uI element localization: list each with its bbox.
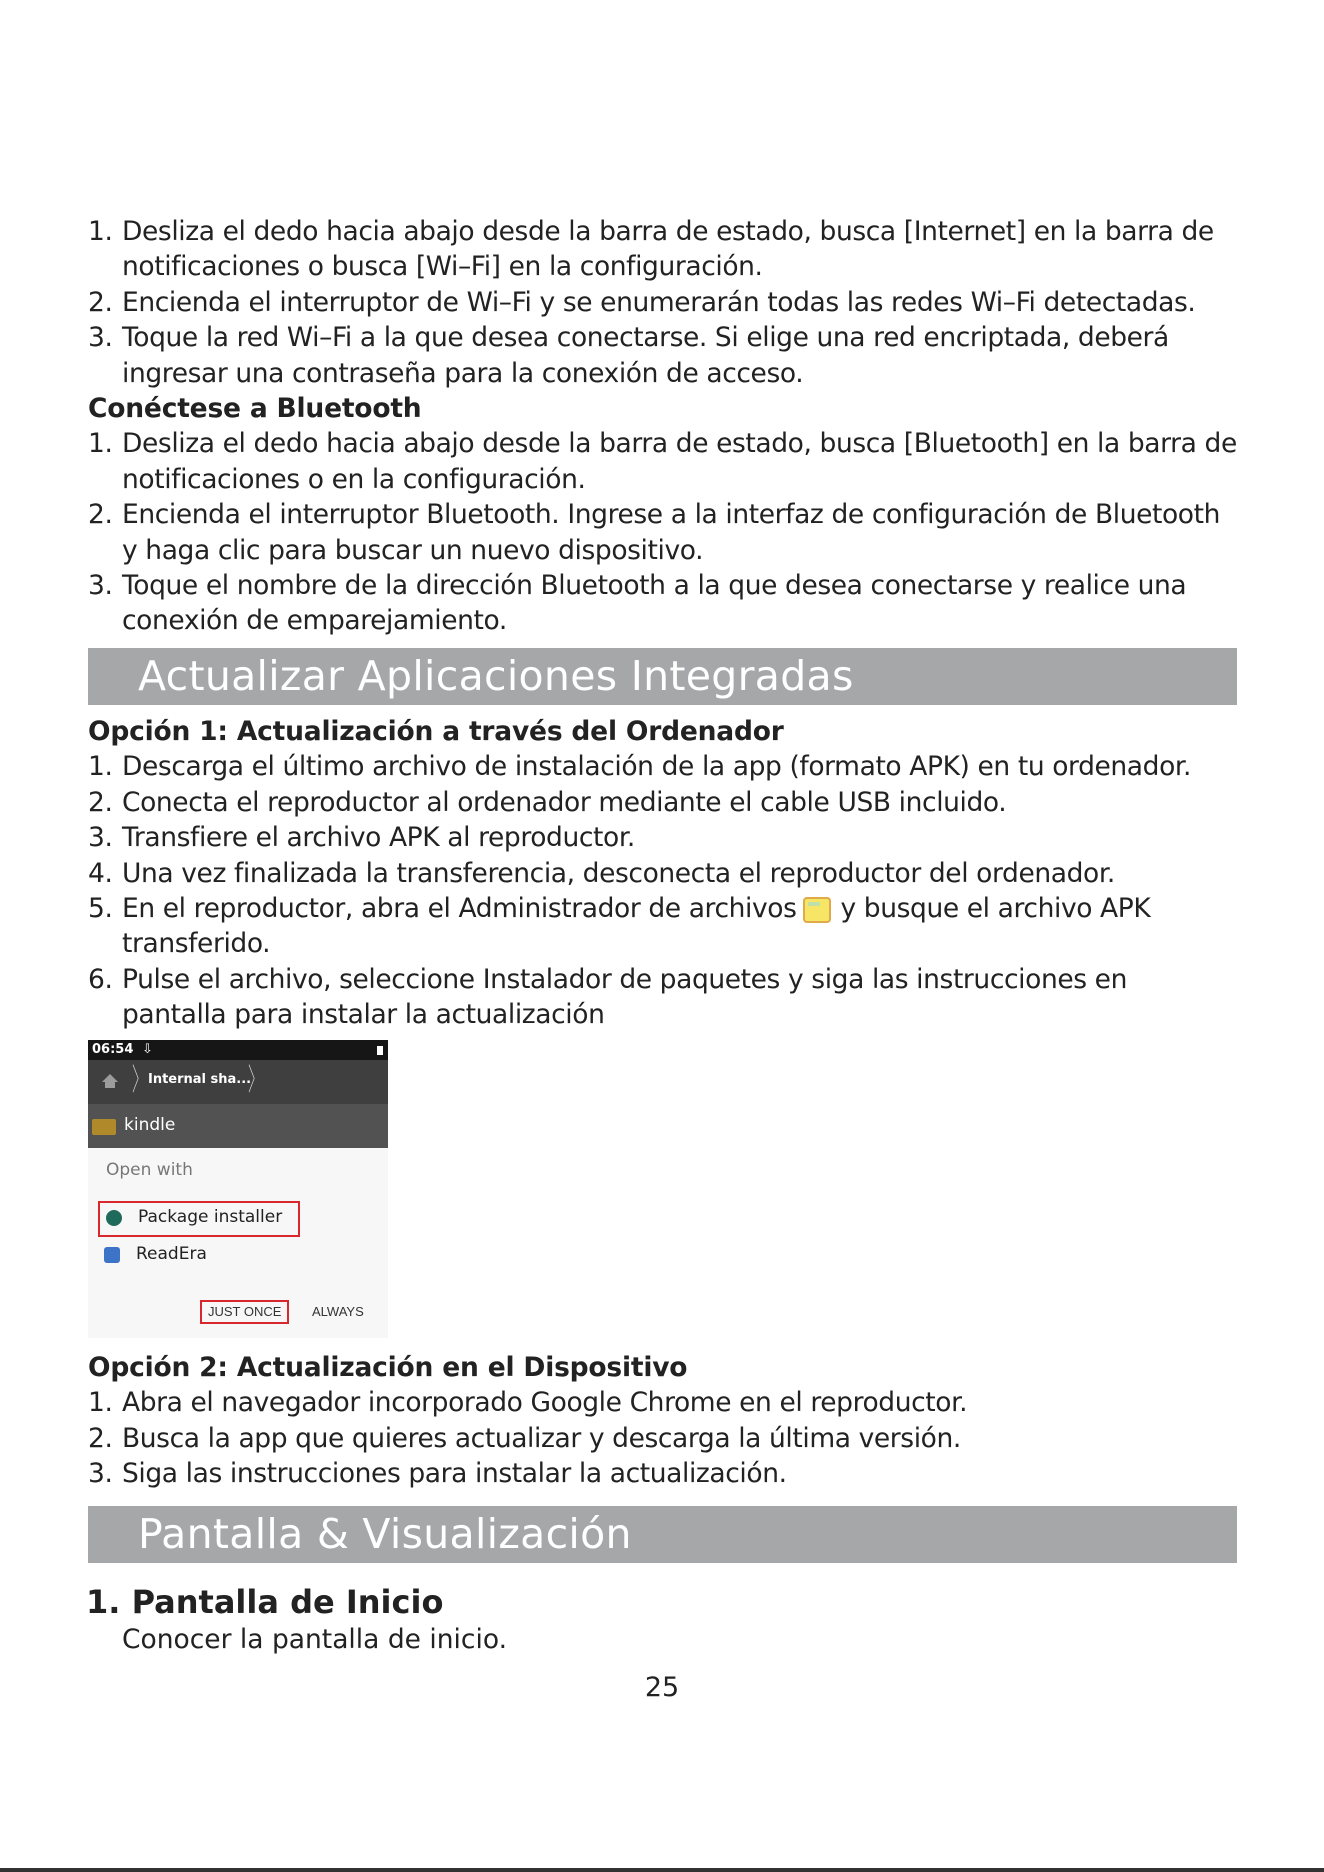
option1-steps <box>88 749 1238 1032</box>
readera-option: ReadEra <box>98 1240 296 1272</box>
option2-steps <box>88 1385 1238 1491</box>
list-item: 1. Descarga el último archivo de instalación de la app (formato APK) en tu ordenador. <box>88 751 1191 783</box>
list-item: 3. Toque la red Wi–Fi a la que desea conectarse. Si elige una red encriptada, deberá ingresar una contraseña para la conexión de acceso. <box>88 322 1169 389</box>
list-item: 2. Conecta el reproductor al ordenador mediante el cable USB incluido. <box>88 786 1007 818</box>
section-header-update <box>88 648 1237 705</box>
wifi-bluetooth-block <box>88 214 1238 639</box>
bluetooth-steps <box>88 426 1238 638</box>
status-bar <box>88 1040 388 1060</box>
file-manager-icon <box>803 897 831 923</box>
option1-heading: Opción 1: Actualización a través del Ordenador <box>88 716 784 747</box>
open-with-label: Open with <box>106 1160 193 1180</box>
chevron-right-icon: 〉 <box>132 1063 146 1098</box>
bluetooth-heading: Conéctese a Bluetooth <box>88 393 422 425</box>
home-icon <box>102 1074 118 1082</box>
battery-icon <box>377 1046 383 1055</box>
open-with-screenshot <box>88 1040 388 1338</box>
list-item: 2. Encienda el interruptor Bluetooth. Ingrese a la interfaz de configuración de Bluetooth y haga clic para buscar un nuevo dispositivo. <box>88 499 1220 566</box>
list-item: 3. Toque el nombre de la dirección Bluetooth a la que desea conectarse y realice una conexión de emparejamiento. <box>88 570 1187 637</box>
chevron-right-icon: 〉 <box>248 1063 262 1098</box>
list-item: 2. Busca la app que quieres actualizar y descarga la última versión. <box>88 1422 961 1454</box>
list-item: 3. Transfiere el archivo APK al reproductor. <box>88 822 635 854</box>
home-screen-text: Conocer la pantalla de inicio. <box>122 1624 507 1655</box>
list-item: 4. Una vez finalizada la transferencia, desconecta el reproductor del ordenador. <box>88 857 1115 889</box>
path-bar <box>88 1060 388 1104</box>
folder-icon <box>92 1119 116 1135</box>
bottom-rule <box>0 1868 1324 1872</box>
package-installer-icon <box>106 1210 122 1226</box>
list-item: 2. Encienda el interruptor de Wi–Fi y se enumerarán todas las redes Wi–Fi detectadas. <box>88 286 1196 318</box>
list-item: 5. En el reproductor, abra el Administrador de archivos y busque el archivo APK transferido. <box>88 893 1151 960</box>
download-icon: ⇩ <box>142 1042 153 1057</box>
folder-name: kindle <box>124 1115 176 1135</box>
wifi-steps <box>88 214 1238 391</box>
always-button: ALWAYS <box>312 1304 364 1319</box>
list-item: 1. Desliza el dedo hacia abajo desde la barra de estado, busca [Internet] en la barra de notificaciones o busca [Wi–Fi] en la configuración. <box>88 216 1214 283</box>
section-title: Actualizar Aplicaciones Integradas <box>138 652 854 700</box>
breadcrumb: Internal sha... <box>148 1072 252 1087</box>
option1-block <box>88 714 1238 1033</box>
readera-icon <box>104 1247 120 1263</box>
list-item: 1. Abra el navegador incorporado Google Chrome en el reproductor. <box>88 1387 968 1419</box>
option2-heading: Opción 2: Actualización en el Dispositivo <box>88 1352 688 1383</box>
just-once-button: JUST ONCE <box>200 1300 289 1324</box>
list-item: 1. Desliza el dedo hacia abajo desde la barra de estado, busca [Bluetooth] en la barra de notificaciones o en la configuración. <box>88 428 1237 495</box>
list-item: 6. Pulse el archivo, seleccione Instalador de paquetes y siga las instrucciones en pantalla para instalar la actualización <box>88 963 1127 1031</box>
section-title: Pantalla & Visualización <box>138 1510 632 1558</box>
folder-row <box>88 1104 388 1148</box>
package-installer-option: Package installer <box>98 1201 300 1237</box>
option2-block <box>88 1350 1238 1492</box>
status-time: 06:54 <box>92 1042 134 1057</box>
section-header-display <box>88 1506 1237 1563</box>
home-screen-heading: 1. Pantalla de Inicio <box>86 1583 444 1621</box>
list-item: 3. Siga las instrucciones para instalar la actualización. <box>88 1458 787 1490</box>
page-number: 25 <box>644 1672 680 1703</box>
